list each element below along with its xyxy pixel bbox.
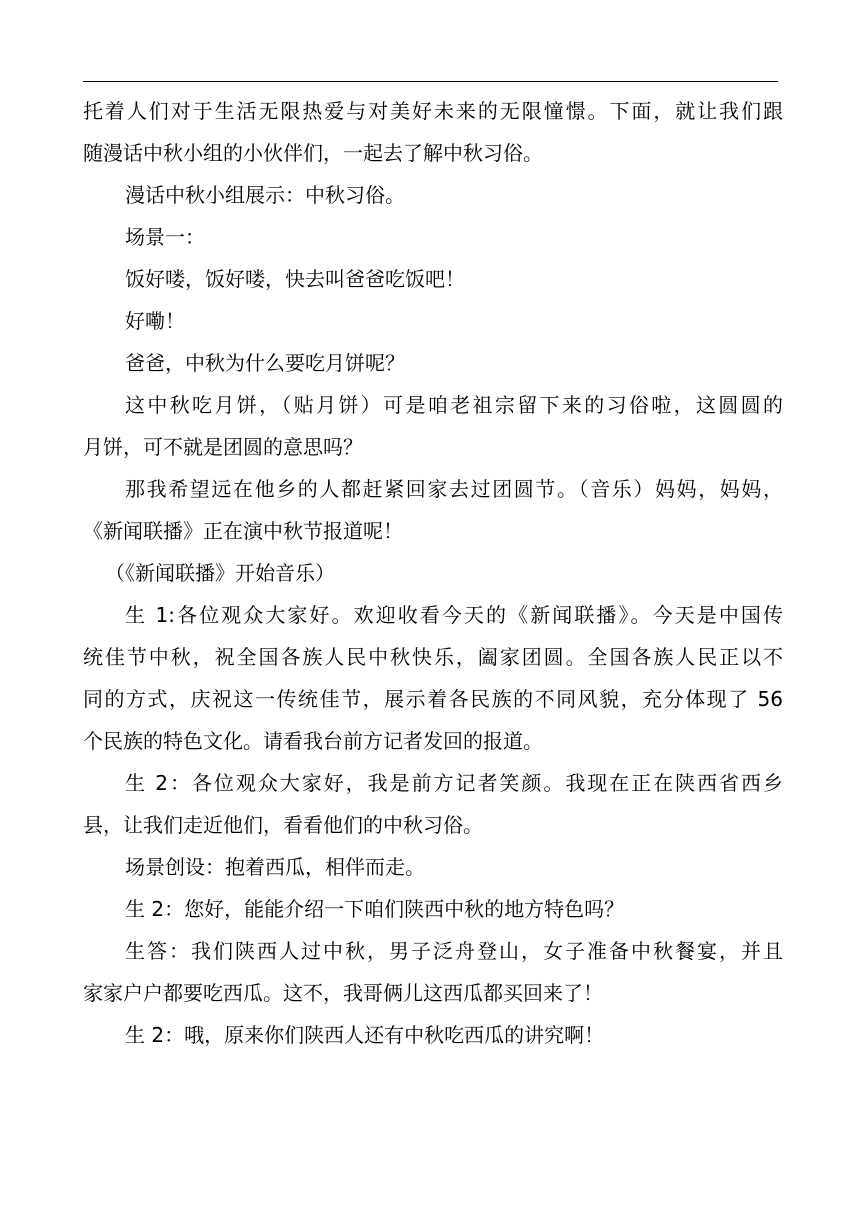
text-line: 《新闻联播》正在演中秋节报道呢！	[83, 519, 403, 543]
text-line: 托着人们对于生活无限热爱与对美好未来的无限憧憬。下面，就让我们跟	[83, 99, 783, 123]
text-line: 统佳节中秋，祝全国各族人民中秋快乐，阖家团圆。全国各族人民正以不	[83, 645, 783, 669]
text-line: 生 1:各位观众大家好。欢迎收看今天的《新闻联播》。今天是中国传	[125, 603, 783, 627]
text-line: 家家户户都要吃西瓜。这不，我哥俩儿这西瓜都买回来了！	[83, 981, 603, 1005]
text-line: （《新闻联播》开始音乐）	[105, 561, 335, 585]
text-line: 生 2：哦，原来你们陕西人还有中秋吃西瓜的讲究啊！	[125, 1023, 605, 1047]
text-line: 那我希望远在他乡的人都赶紧回家去过团圆节。（音乐）妈妈，妈妈，	[125, 477, 783, 501]
text-line: 生 2：各位观众大家好，我是前方记者笑颜。我现在正在陕西省西乡	[125, 771, 783, 795]
text-line: 好嘞！	[125, 309, 185, 333]
text-line: 县，让我们走近他们，看看他们的中秋习俗。	[83, 813, 483, 837]
paragraph-student2-reply	[83, 1014, 783, 1056]
paragraph-student2-question	[83, 888, 783, 930]
text-line: 月饼，可不就是团圆的意思吗？	[83, 435, 363, 459]
paragraph-scene-setup	[83, 846, 783, 888]
text-line: 漫话中秋小组展示：中秋习俗。	[125, 183, 405, 207]
text-line: 场景创设：抱着西瓜，相伴而走。	[125, 855, 425, 879]
document-body	[83, 90, 783, 1056]
paragraph-student-answer	[83, 930, 783, 1014]
paragraph-student1-news	[83, 594, 783, 762]
text-line: 同的方式，庆祝这一传统佳节，展示着各民族的不同风貌，充分体现了 56	[83, 687, 783, 711]
header-rule	[83, 81, 778, 82]
text-line: 这中秋吃月饼，（贴月饼）可是咱老祖宗留下来的习俗啦，这圆圆的	[125, 393, 783, 417]
text-line: 生 2：您好，能能介绍一下咱们陕西中秋的地方特色吗？	[125, 897, 625, 921]
paragraph-news-music	[83, 552, 783, 594]
text-line: 个民族的特色文化。请看我台前方记者发回的报道。	[83, 729, 543, 753]
text-line: 随漫话中秋小组的小伙伴们，一起去了解中秋习俗。	[83, 141, 543, 165]
paragraph-mooncake-answer	[83, 384, 783, 468]
text-line: 场景一：	[125, 225, 205, 249]
paragraph-dinner-call	[83, 258, 783, 300]
paragraph-student2-report	[83, 762, 783, 846]
paragraph-group-show	[83, 174, 783, 216]
text-line: 生答：我们陕西人过中秋，男子泛舟登山，女子准备中秋餐宴，并且	[125, 939, 783, 963]
paragraph-ok	[83, 300, 783, 342]
text-line: 爸爸，中秋为什么要吃月饼呢？	[125, 351, 405, 375]
paragraph-continuation	[83, 90, 783, 174]
paragraph-scene-one	[83, 216, 783, 258]
text-line: 饭好喽，饭好喽，快去叫爸爸吃饭吧！	[125, 267, 465, 291]
paragraph-hope-reunion	[83, 468, 783, 552]
paragraph-why-mooncake	[83, 342, 783, 384]
